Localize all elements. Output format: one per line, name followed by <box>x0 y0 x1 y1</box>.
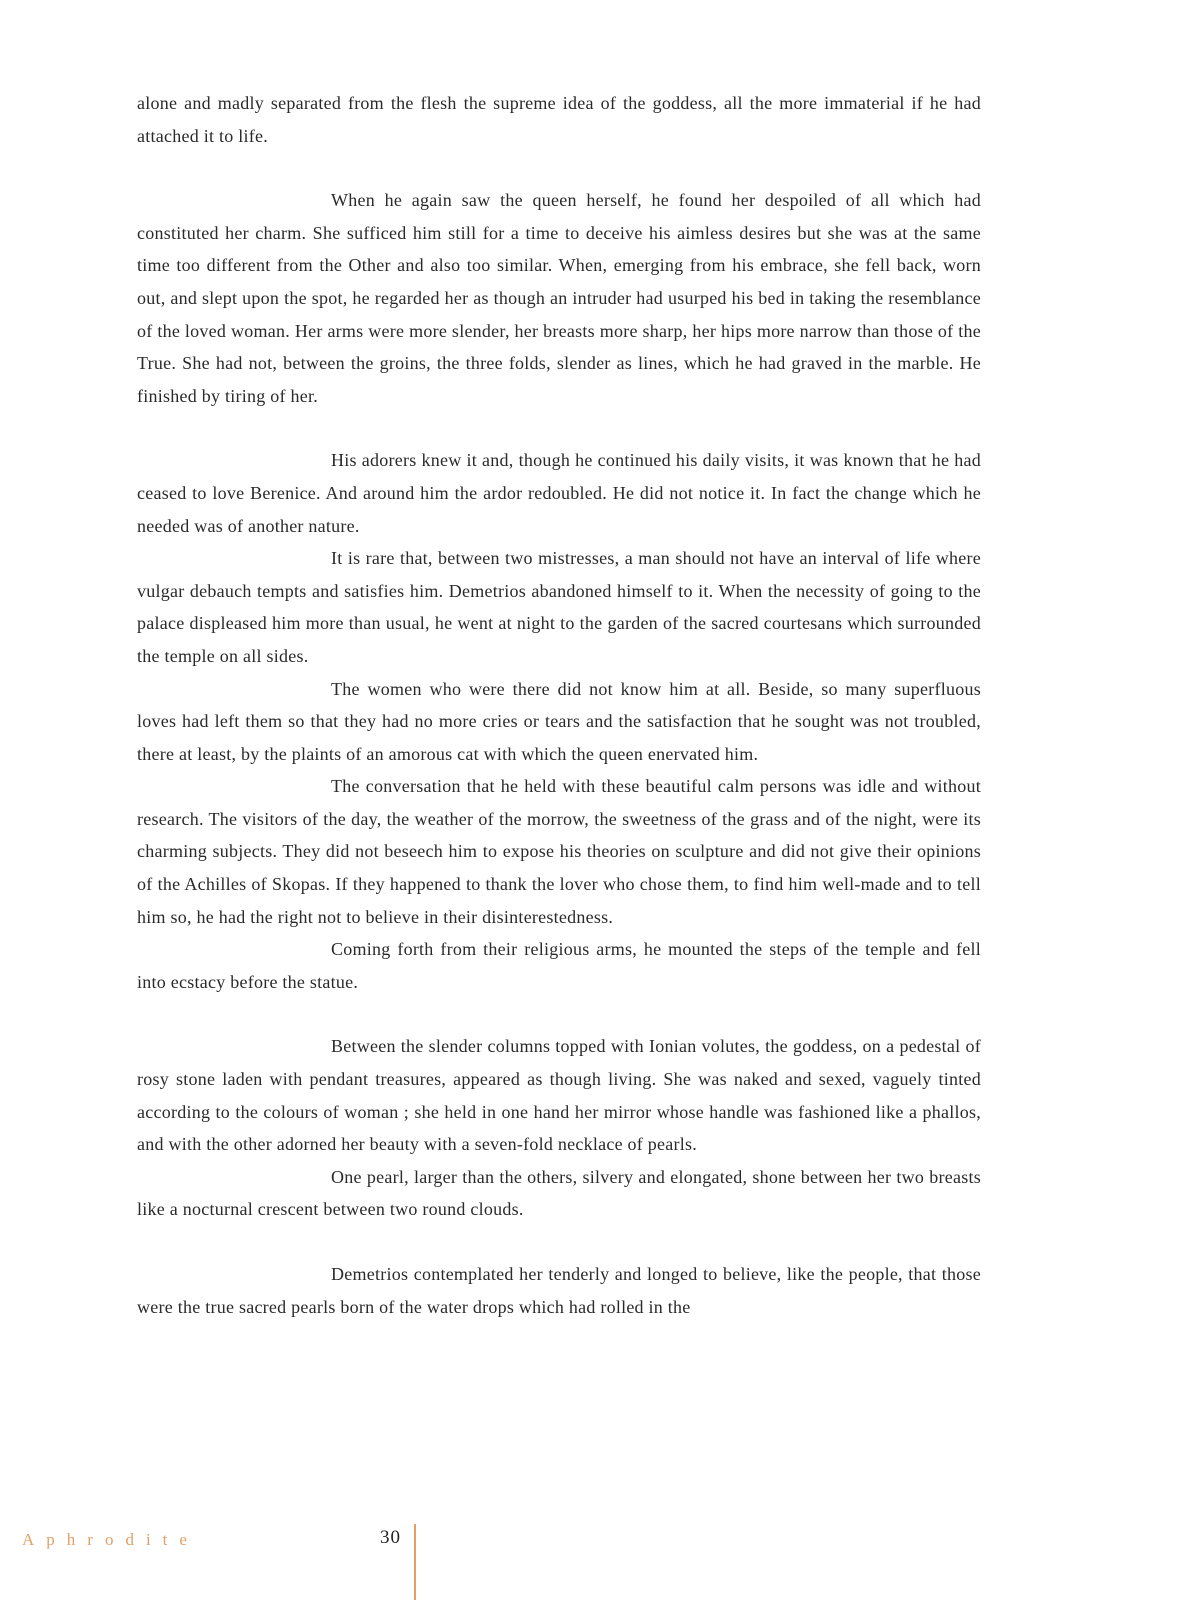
paragraph-5: The women who were there did not know him at all. Beside, so many superfluous loves had left them so that they had no more cries or tears and the satisfaction that he sought was not troubled, there at least, by the plaints of an amorous cat with which the queen enervated him. <box>137 678 981 764</box>
page-body <box>137 87 981 1323</box>
page-number: 30 <box>380 1527 401 1548</box>
paragraph-2: When he again saw the queen herself, he found her despoiled of all which had constituted her charm. She sufficed him still for a time to deceive his aimless desires but she was at the same time too different from the Other and also too similar. When, emerging from his embrace, she fell back, worn out, and slept upon the spot, he regarded her as though an intruder had usurped his bed in taking the resemblance of the loved woman. Her arms were more slender, her breasts more sharp, her hips more narrow than those of the True. She had not, between the groins, the three folds, slender as lines, which he had graved in the marble. He finished by tiring of her. <box>137 190 981 406</box>
footer-divider <box>414 1524 416 1600</box>
paragraph-4: It is rare that, between two mistresses, a man should not have an interval of life where vulgar debauch tempts and satisfies him. Demetrios abandoned himself to it. When the necessity of going to the palace displeased him more than usual, he went at night to the garden of the sacred courtesans which surrounded the temple on all sides. <box>137 548 981 666</box>
paragraph-7: Coming forth from their religious arms, he mounted the steps of the temple and fell into ecstacy before the statue. <box>137 939 981 992</box>
running-footer-title: Aphrodite <box>22 1530 199 1549</box>
paragraph-6: The conversation that he held with these beautiful calm persons was idle and without research. The visitors of the day, the weather of the morrow, the sweetness of the grass and of the night, were its charming subjects. They did not beseech him to expose his theories on sculpture and did not give their opinions of the Achilles of Skopas. If they happened to thank the lover who chose them, to find him well-made and to tell him so, he had the right not to believe in their disinterestedness. <box>137 776 981 927</box>
paragraph-1: alone and madly separated from the flesh the supreme idea of the goddess, all the more immaterial if he had attached it to life. <box>137 93 981 146</box>
paragraph-8: Between the slender columns topped with Ionian volutes, the goddess, on a pedestal of rosy stone laden with pendant treasures, appeared as though living. She was naked and sexed, vaguely tinted according to the colours of woman ; she held in one hand her mirror whose handle was fashioned like a phallos, and with the other adorned her beauty with a seven-fold necklace of pearls. <box>137 1036 981 1155</box>
paragraph-10: Demetrios contemplated her tenderly and longed to believe, like the people, that those were the true sacred pearls born of the water drops which had rolled in the <box>137 1264 981 1317</box>
paragraph-9: One pearl, larger than the others, silvery and elongated, shone between her two breasts like a nocturnal crescent between two round clouds. <box>137 1166 981 1220</box>
paragraph-3: His adorers knew it and, though he continued his daily visits, it was known that he had ceased to love Berenice. And around him the ardor redoubled. He did not notice it. In fact the change which he needed was of another nature. <box>137 450 981 536</box>
